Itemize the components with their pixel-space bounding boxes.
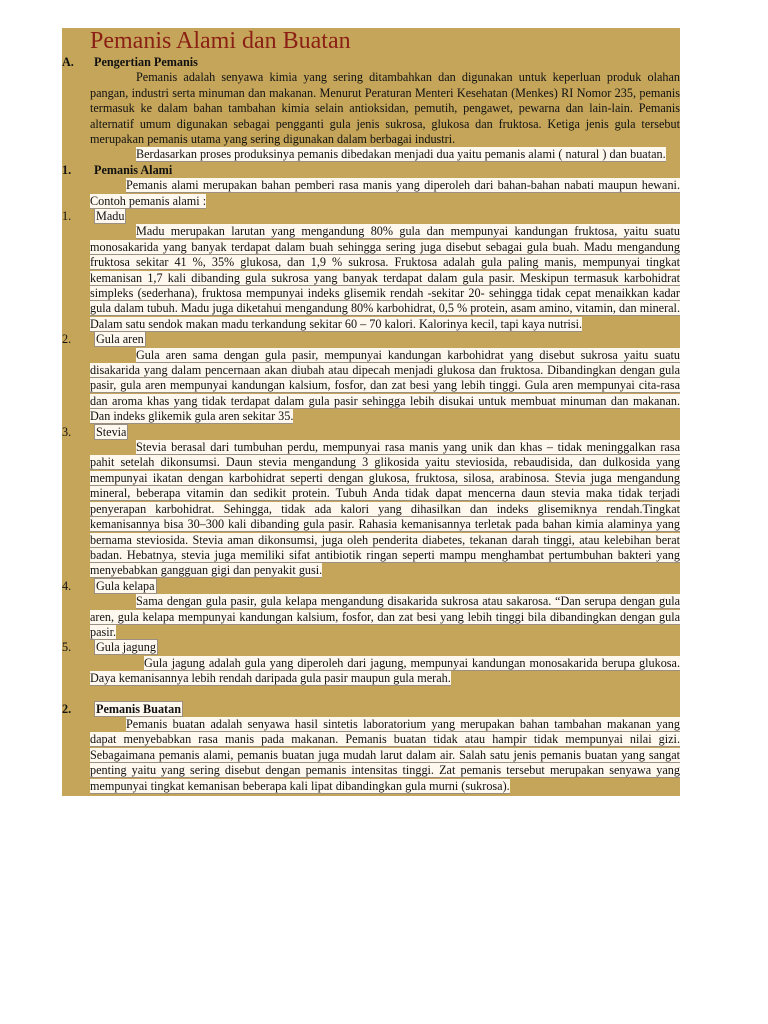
paragraph-gula-jagung: Gula jagung adalah gula yang diperoleh dari jagung, mempunyai kandungan monosakarida berupa glukosa. Daya kemanisannya lebih rendah daripada gula pasir maupun gula merah. (90, 655, 680, 686)
item-heading-madu (62, 209, 680, 224)
paragraph-pengertian: Pemanis adalah senyawa kimia yang sering ditambahkan dan digunakan untuk keperluan produk olahan pangan, industri serta minuman dan makanan. Menurut Peraturan Menteri Kesehatan (Menkes) RI Nomor 235, pemanis termasuk ke dalam bahan tambahan kimia selain antioksidan, pemutih, pengawet, pewarna dan lain-lain. Pemanis alternatif umum digunakan sebagai pengganti gula jenis sukrosa, glukosa dan fruktosa. Ketiga jenis gula tersebut merupakan pemanis utama yang sering digunakan dalam berbagai industri. (90, 70, 680, 147)
paragraph-stevia: Stevia berasal dari tumbuhan perdu, mempunyai rasa manis yang unik dan khas – tidak meninggalkan rasa pahit setelah dikonsumsi. Daun stevia mengandung 3 glikosida yaitu steviosida, rebaudisida, dan dulkosida yang mempunyai ikatan dengan karbohidrat seperti dengan glukosa, fruktosa, silosa, arabinosa. Stevia juga mengandung mineral, beberapa vitamin dan sedikit protein. Tubuh Anda tidak dapat mencerna daun stevia maka tidak terjadi penyerapan karbohidrat. Sehingga, tidak ada kalori yang dihasilkan dan indeks glisemiknya rendah.Tingkat kemanisannya bisa 30–300 kali dibanding gula pasir. Rahasia kemanisannya terletak pada bahan kimia alaminya yang bernama steviosida. Stevia aman dikonsumsi, juga oleh penderita diabetes, tekanan darah tinggi, atau kelebihan berat badan. Hebatnya, stevia juga memiliki sifat antibiotik ringan seperti mampu menghambat pertumbuhan bakteri yang menyebabkan gangguan gigi dan penyakit gusi. (90, 440, 680, 578)
paragraph-gula-aren: Gula aren sama dengan gula pasir, mempunyai kandungan karbohidrat yang disebut sukrosa yaitu suatu disakarida yang dalam pencernaan akan diubah atau dipecah menjadi glukosa dan fruktosa. Dibandingkan dengan gula pasir, gula aren mempunyai kandungan kalsium, fosfor, dan zat besi yang lebih tinggi. Gula aren mempunyai cita-rasa dan aroma khas yang tidak terdapat dalam gula pasir sehingga lebih disukai untuk membuat minuman dan makanan. Dan indeks glikemik gula aren sekitar 35. (90, 347, 680, 424)
section-heading-pemanis-buatan (62, 702, 680, 717)
item-number: 5. (62, 640, 72, 655)
item-heading-gula-kelapa (62, 579, 680, 594)
item-number: 1. (62, 209, 72, 224)
section-heading-pemanis-alami (62, 163, 680, 178)
section-number: A. (62, 55, 74, 69)
paragraph-gula-kelapa: Sama dengan gula pasir, gula kelapa mengandung disakarida sukrosa atau sakarosa. “Dan serupa dengan gula aren, gula kelapa mempunyai kandungan kalsium, fosfor, dan zat besi yang lebih tinggi bila dibandingkan dengan gula pasir. (90, 594, 680, 639)
paragraph-jenis-pemanis: Berdasarkan proses produksinya pemanis dibedakan menjadi dua yaitu pemanis alami ( natural ) dan buatan. (136, 147, 666, 162)
item-label: Stevia (96, 424, 127, 439)
section-number: 2. (62, 701, 72, 716)
document-title: Pemanis Alami dan Buatan (90, 28, 351, 54)
item-heading-gula-aren (62, 332, 680, 347)
item-label: Madu (96, 209, 125, 224)
item-number: 4. (62, 578, 72, 593)
section-label: Pemanis Buatan (96, 701, 181, 716)
item-label: Gula aren (96, 332, 144, 347)
item-label: Gula kelapa (96, 578, 155, 593)
document-body (62, 28, 680, 796)
paragraph-pemanis-alami-intro: Pemanis alami merupakan bahan pemberi rasa manis yang diperoleh dari bahan-bahan nabati maupun hewani. Contoh pemanis alami : (90, 178, 680, 208)
item-number: 2. (62, 332, 72, 347)
item-label: Gula jagung (96, 640, 156, 655)
section-number: 1. (62, 162, 72, 177)
section-label: Pemanis Alami (94, 162, 173, 177)
paragraph-madu: Madu merupakan larutan yang mengandung 80% gula dan mempunyai kandungan fruktosa, yaitu suatu monosakarida yang banyak terdapat dalam buah sehingga sering juga disebut sebagai gula buah. Madu mengandung fruktosa sekitar 41 %, 35% glukosa, dan 1,9 % sukrosa. Fruktosa adalah gula paling manis, mempunyai tingkat kemanisan 1,7 kali dibanding gula sukrosa yang banyak terdapat dalam gula pasir. Meskipun termasuk karbohidrat simpleks (sederhana), fruktosa mempunyai indeks glisemik rendah -sekitar 20- sehingga tidak cepat menaikkan kadar gula dalam tubuh. Madu juga diketahui mengandung 80% karbohidrat, 0,5 % protein, asam amino, vitamin, dan mineral. Dalam satu sendok makan madu terkandung sekitar 60 – 70 kalori. Kalorinya kecil, tapi kaya nutrisi. (90, 224, 680, 331)
section-label: Pengertian Pemanis (94, 55, 198, 69)
section-heading-pengertian (62, 55, 680, 70)
paragraph-pemanis-buatan: Pemanis buatan adalah senyawa hasil sintetis laboratorium yang merupakan bahan tambahan makanan yang dapat menyebabkan rasa manis pada makanan. Pemanis buatan tidak atau hampir tidak mempunyai nilai gizi. Sebagaimana pemanis alami, pemanis buatan juga mudah larut dalam air. Salah satu jenis pemanis buatan yang sangat penting yaitu yang sering disebut dengan pemanis intensitas tinggi. Zat pemanis tersebut merupakan senyawa yang mempunyai tingkat kemanisan beberapa kali lipat dibandingkan gula murni (sukrosa). (90, 716, 680, 793)
spacer (62, 687, 680, 702)
item-heading-stevia (62, 425, 680, 440)
item-number: 3. (62, 424, 72, 439)
item-heading-gula-jagung (62, 640, 680, 655)
